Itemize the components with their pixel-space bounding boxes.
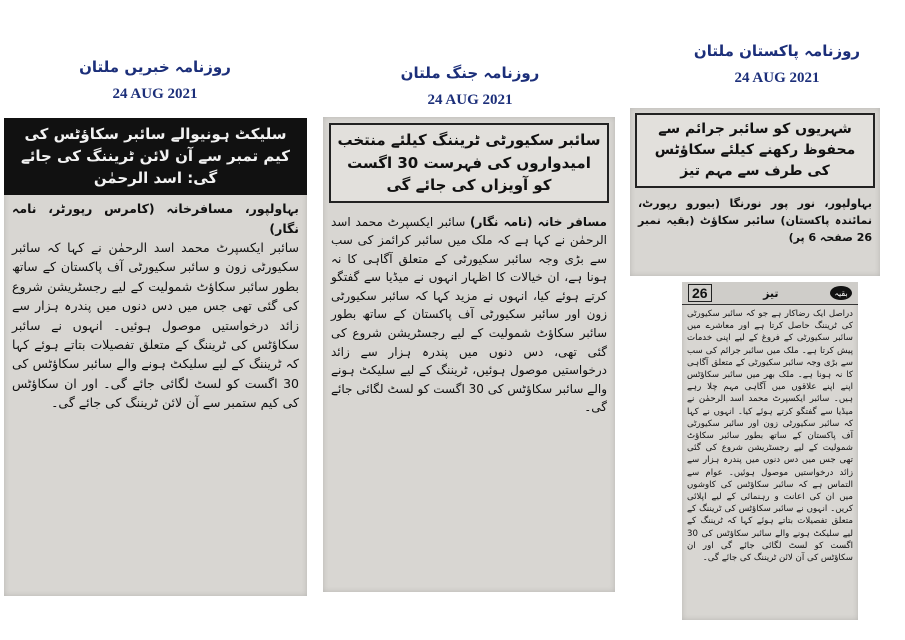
page-number: 26 [688, 284, 712, 302]
newspaper-name: روزنامہ خبریں ملتان [79, 58, 231, 76]
continuation-header [682, 282, 858, 305]
source-pakistan [672, 42, 882, 87]
source-jang [375, 64, 565, 109]
clipping-byline: بہاولپور، مسافرخانہ (کامرس رپورٹر، نامہ نگار) [12, 201, 299, 236]
clipping-byline: بہاولپور، نور پور نورنگا (بیورو رپورٹ، نمائندہ پاکستان) سائبر سکاؤٹ (بقیہ نمبر 26 صفحہ 6 پر) [638, 197, 872, 245]
clipping-headline: سائبر سکیورٹی ٹریننگ کیلئے منتخب امیدواروں کی فہرست 30 اگست کو آویزاں کی جائے گی [329, 123, 609, 203]
clipping-pakistan-continuation [682, 282, 858, 620]
clipping-body: سائبر ایکسپرٹ محمد اسد الرحمٰن نے کہا ہے کہ ملک میں سائبر کرائمز کی سب سے بڑی وجہ سائبر سکیورٹی کے متعلق آگاہی کا نہ ہونا ہے، ان خیالات کا اظہار انہوں نے میڈیا سے گفتگو کرتے ہوئے کیا، انہوں نے مزید کہا کہ سائبر سکیورٹی زون اور سائبر سکیورٹی آف پاکستان کے ساتھ بطور سائبر سکاؤٹ شمولیت کے لیے رجسٹریشن شروع کی گئی تھی، دس دنوں میں پندرہ ہزار سے زائد درخواستیں موصول ہوئیں، ٹریننگ کے لیے سلیکٹ ہونے والے سائبر سکاؤٹس کی 30 اگست کو لسٹ لگائی جائے گی۔ [331, 214, 607, 415]
clipping-headline: شہریوں کو سائبر جرائم سے محفوظ رکھنے کیلئے سکاؤٹس کی طرف سے مہم تیز [635, 113, 875, 188]
continued-badge: بقیہ [830, 286, 852, 300]
clipping-pakistan-headline [630, 108, 880, 276]
clipping-khabrain [4, 118, 307, 596]
continuation-label: تیز [763, 286, 779, 300]
newspaper-date: 24 AUG 2021 [734, 70, 820, 86]
newspaper-name: روزنامہ جنگ ملتان [400, 64, 540, 82]
clipping-headline: سلیکٹ ہونیوالے سائبر سکاؤٹس کی کیم تمبر سے آن لائن ٹریننگ کی جائے گی: اسد الرحمٰن [4, 118, 307, 195]
clipping-text [331, 213, 607, 418]
clipping-jang [323, 117, 615, 592]
clipping-byline: مسافر خانہ (نامہ نگار) [470, 214, 607, 229]
newspaper-date: 24 AUG 2021 [112, 86, 198, 102]
clipping-body: سائبر ایکسپرٹ محمد اسد الرحمٰن نے کہا کہ سائبر سکیورٹی زون و سائبر سکیورٹی آف پاکستان کے ساتھ بطور سائبر سکاؤٹ شمولیت کے لیے رجسٹریشن شروع کی گئی تھی جس میں دس دنوں میں پندرہ ہزار سے زائد درخواستیں موصول ہوئیں۔ انہوں نے سائبر سکاؤٹس کی ٹریننگ کے متعلق تفصیلات بتاتے ہوئے کہا کہ ٹریننگ کے لیے سلیکٹ ہونے والے سائبر سکاؤٹس کی 30 اگست کو لسٹ لگائی جائے گی۔ اور ان سکاؤٹس کی کیم ستمبر سے آن لائن ٹریننگ کی جائے گی۔ [12, 240, 299, 410]
newspaper-date: 24 AUG 2021 [427, 92, 513, 108]
source-khabrain [60, 58, 250, 103]
clipping-body: دراصل ایک رضاکار ہے جو کہ سائبر سکیورٹی کی ٹریننگ حاصل کرتا ہے اور معاشرے میں سائبر سکیورٹی کے فروغ کے لیے اپنی خدمات پیش کرتا ہے۔ ملک میں سائبر جرائم کی سب سے بڑی وجہ سائبر سکیورٹی کے متعلق آگاہی کا نہ ہونا ہے۔ ملک بھر میں سائبر سکاؤٹس اپنے اپنے علاقوں میں آگاہی مہم چلا رہے ہیں۔ سائبر ایکسپرٹ محمد اسد الرحمٰن نے میڈیا سے گفتگو کرتے ہوئے کیا۔ انہوں نے کہا کہ سائبر سکیورٹی زون اور سائبر سکیورٹی آف پاکستان کے ساتھ بطور سائبر سکاؤٹ شمولیت کے لیے رجسٹریشن شروع کی گئی تھی جس میں دس دنوں میں پندرہ ہزار سے زائد درخواستیں موصول ہوئیں۔ عوام سے التماس ہے کہ سائبر سکاؤٹس کی کاوشوں میں ان کی اعانت و رہنمائی کے لیے اپلائی کریں۔ انہوں نے سائبر سکاؤٹس کی ٹریننگ کے متعلق تفصیلات بتاتے ہوئے کہا کہ ٹریننگ کے لیے سلیکٹ ہونے والے سائبر سکاؤٹس کی 30 اگست کو لسٹ لگائی جائے گی اور ان سکاؤٹس کی آن لائن ٹریننگ کی جائے گی۔ [687, 309, 853, 564]
newspaper-name: روزنامہ پاکستان ملتان [693, 42, 861, 60]
